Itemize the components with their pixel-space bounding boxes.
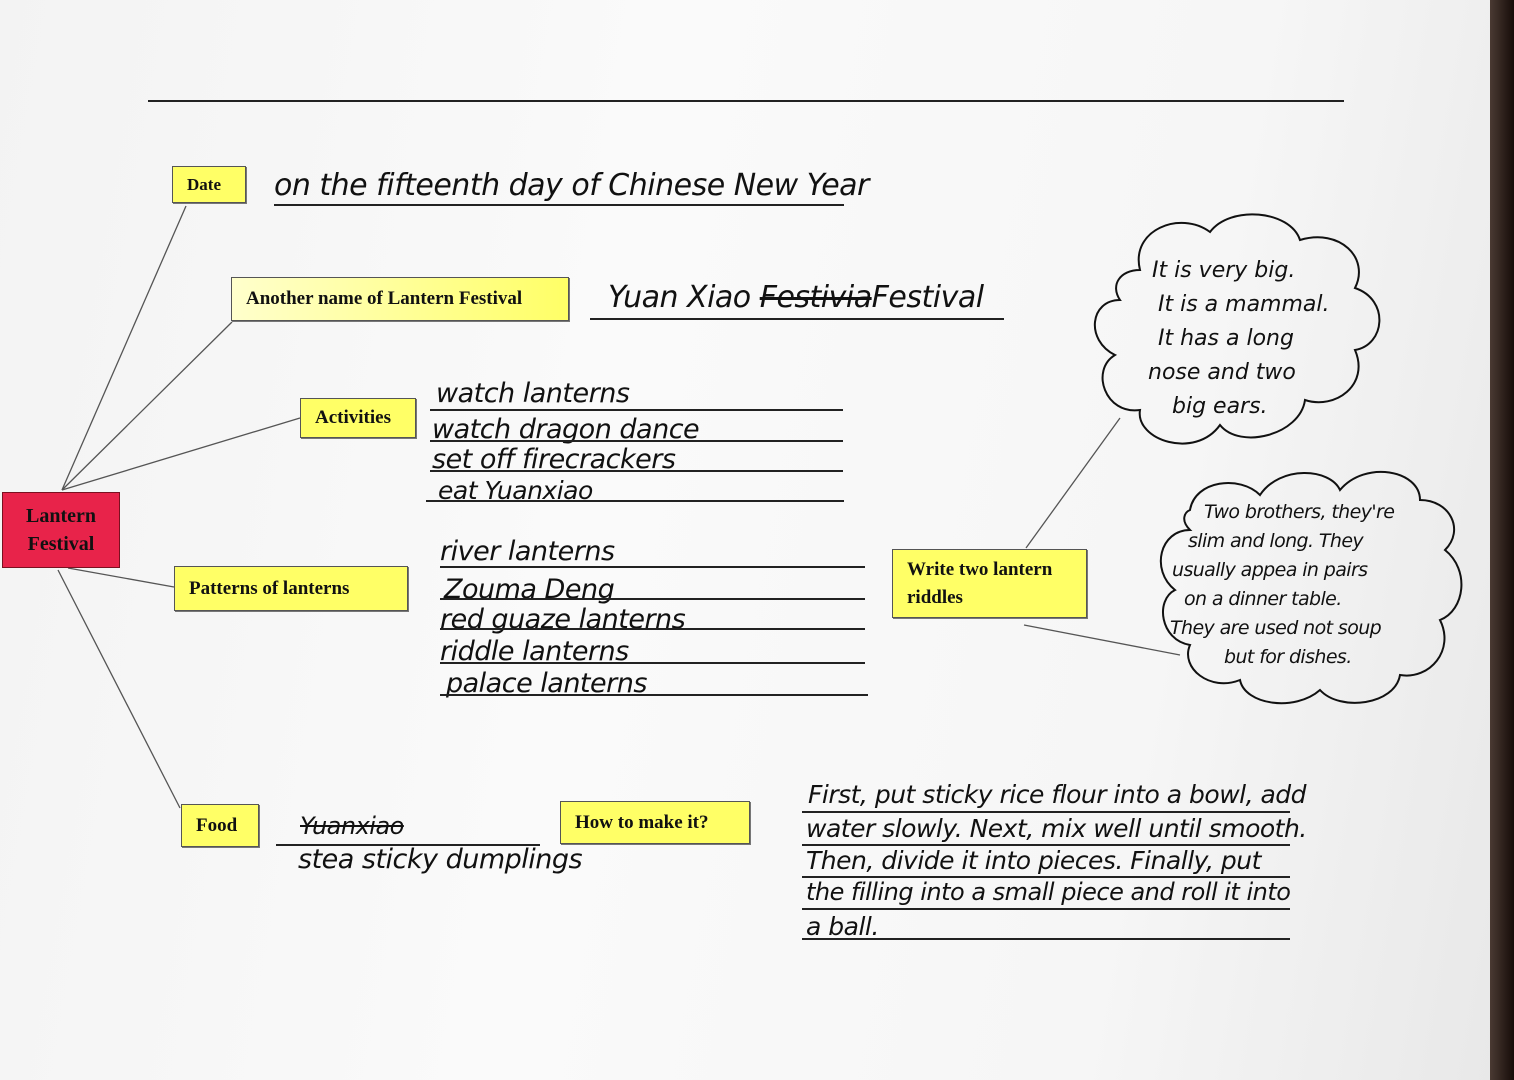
another-name-box <box>231 277 569 321</box>
another-name-answer-after: Festival <box>871 280 984 315</box>
activity-underline <box>430 409 843 411</box>
riddle-1-line: It is a mammal. <box>1158 292 1330 317</box>
pattern-underline <box>440 694 868 696</box>
pattern-underline <box>440 598 865 600</box>
riddle-1-line: It has a long <box>1158 326 1294 351</box>
pattern-item: riddle lanterns <box>440 636 629 667</box>
activity-underline <box>430 470 843 472</box>
how-to-make-line: Then, divide it into pieces. Finally, put <box>806 846 1261 875</box>
riddle-2-line: Two brothers, they're <box>1204 501 1395 523</box>
date-box <box>172 166 246 203</box>
riddle-1-line: It is very big. <box>1152 258 1296 283</box>
another-name-label: Another name of Lantern Festival <box>246 288 523 309</box>
date-underline <box>274 204 844 206</box>
patterns-box <box>174 566 408 611</box>
riddle-2-line: slim and long. They <box>1188 530 1364 552</box>
riddle-1-line: big ears. <box>1172 394 1268 419</box>
another-name-underline <box>590 318 1004 320</box>
how-to-make-line: water slowly. Next, mix well until smooth. <box>806 814 1307 843</box>
date-answer: on the fifteenth day of Chinese New Year <box>274 168 869 203</box>
riddle-2-text <box>1168 498 1468 672</box>
another-name-answer-before: Yuan Xiao <box>608 280 751 315</box>
date-label: Date <box>187 174 221 194</box>
how-to-make-underline <box>802 938 1290 940</box>
activity-underline <box>430 440 843 442</box>
food-struck-answer: Yuanxiao <box>300 812 404 840</box>
activity-item: eat Yuanxiao <box>438 476 593 505</box>
riddles-box <box>892 549 1087 618</box>
riddle-2-line: but for dishes. <box>1224 646 1352 668</box>
how-to-make-label: How to make it? <box>575 811 709 833</box>
riddles-label-line1: Write two lantern <box>907 558 1053 580</box>
riddle-2-line: on a dinner table. <box>1184 588 1342 610</box>
how-to-make-underline <box>802 908 1290 910</box>
activity-item: watch lanterns <box>436 378 630 409</box>
riddle-2-line: usually appea in pairs <box>1172 559 1368 581</box>
food-answer: stea sticky dumplings <box>298 844 583 875</box>
pattern-underline <box>440 662 865 664</box>
pattern-item: river lanterns <box>440 536 615 567</box>
how-to-make-line: First, put sticky rice flour into a bowl, add <box>808 780 1307 809</box>
food-box <box>181 804 259 847</box>
pattern-item: palace lanterns <box>446 668 647 699</box>
patterns-label: Patterns of lanterns <box>189 577 350 599</box>
pattern-item: Zouma Deng <box>444 574 615 605</box>
pattern-underline <box>440 628 865 630</box>
root-label-line1: Lantern <box>26 505 96 527</box>
pattern-underline <box>440 566 865 568</box>
riddle-2-line: They are used not soup <box>1170 617 1382 639</box>
another-name-answer <box>608 280 984 315</box>
activity-item: watch dragon dance <box>432 414 700 445</box>
activities-box <box>300 398 416 438</box>
root-node-lantern-festival <box>2 492 120 568</box>
riddle-1-line: nose and two <box>1148 360 1296 385</box>
riddle-1-text <box>1148 254 1368 424</box>
how-to-make-line: the filling into a small piece and roll it into <box>806 878 1291 906</box>
activities-label: Activities <box>315 407 391 428</box>
how-to-make-box <box>560 801 750 844</box>
activity-underline <box>426 500 844 502</box>
food-label: Food <box>196 814 238 836</box>
root-label-line2: Festival <box>27 533 95 555</box>
how-to-make-underline <box>802 811 1290 813</box>
another-name-answer-struck: Festivia <box>759 280 872 315</box>
riddles-label-line2: riddles <box>907 586 963 608</box>
how-to-make-line: a ball. <box>806 912 879 941</box>
activity-item: set off firecrackers <box>432 444 676 475</box>
pattern-item: red guaze lanterns <box>440 604 686 635</box>
